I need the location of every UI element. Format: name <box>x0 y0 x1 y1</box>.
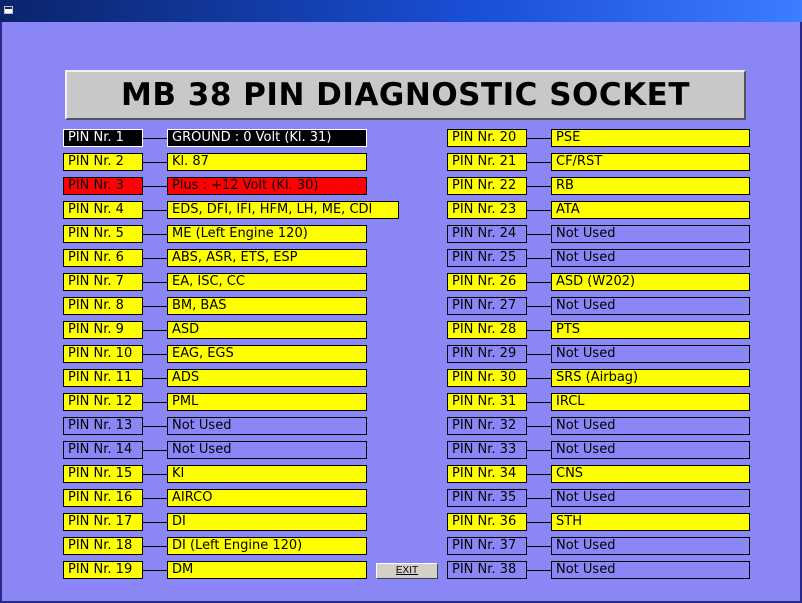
pin-description: RB <box>551 177 750 195</box>
pin-description: Not Used <box>551 297 750 315</box>
pin-description: STH <box>551 513 750 531</box>
pin-connector-line <box>527 282 551 283</box>
pin-label: PIN Nr. 29 <box>447 345 527 363</box>
pin-label: PIN Nr. 9 <box>63 321 143 339</box>
pin-description: CNS <box>551 465 750 483</box>
pin-description: Not Used <box>551 537 750 555</box>
pin-connector-line <box>143 258 167 259</box>
pin-connector-line <box>143 234 167 235</box>
pin-connector-line <box>143 570 167 571</box>
pin-label: PIN Nr. 34 <box>447 465 527 483</box>
pin-label: PIN Nr. 6 <box>63 249 143 267</box>
pin-label: PIN Nr. 36 <box>447 513 527 531</box>
pin-connector-line <box>527 258 551 259</box>
pin-description: DM <box>167 561 367 579</box>
pin-description: GROUND : 0 Volt (Kl. 31) <box>167 129 367 147</box>
pin-label: PIN Nr. 37 <box>447 537 527 555</box>
pin-description: Not Used <box>551 225 750 243</box>
pin-description: Not Used <box>551 249 750 267</box>
header-panel <box>65 70 746 120</box>
pin-description: Not Used <box>551 345 750 363</box>
pin-description: CF/RST <box>551 153 750 171</box>
pin-label: PIN Nr. 4 <box>63 201 143 219</box>
pin-description: Kl. 87 <box>167 153 367 171</box>
pin-description: BM, BAS <box>167 297 367 315</box>
pin-connector-line <box>527 162 551 163</box>
pin-description: ABS, ASR, ETS, ESP <box>167 249 367 267</box>
pin-description: SRS (Airbag) <box>551 369 750 387</box>
pin-description: DI (Left Engine 120) <box>167 537 367 555</box>
pin-connector-line <box>527 570 551 571</box>
pin-connector-line <box>527 426 551 427</box>
pin-label: PIN Nr. 14 <box>63 441 143 459</box>
pin-label: PIN Nr. 16 <box>63 489 143 507</box>
pin-connector-line <box>527 474 551 475</box>
pin-description: Plus : +12 Volt (Kl. 30) <box>167 177 367 195</box>
pin-connector-line <box>143 138 167 139</box>
pin-connector-line <box>143 522 167 523</box>
pin-connector-line <box>527 234 551 235</box>
pin-label: PIN Nr. 8 <box>63 297 143 315</box>
pin-description: Not Used <box>551 417 750 435</box>
pin-label: PIN Nr. 20 <box>447 129 527 147</box>
pin-connector-line <box>143 498 167 499</box>
pin-label: PIN Nr. 12 <box>63 393 143 411</box>
pin-label: PIN Nr. 27 <box>447 297 527 315</box>
pin-connector-line <box>143 546 167 547</box>
window-icon[interactable] <box>4 6 13 14</box>
pin-label: PIN Nr. 30 <box>447 369 527 387</box>
pin-label: PIN Nr. 11 <box>63 369 143 387</box>
pin-connector-line <box>527 138 551 139</box>
pin-connector-line <box>143 378 167 379</box>
pin-connector-line <box>527 186 551 187</box>
pin-label: PIN Nr. 19 <box>63 561 143 579</box>
pin-connector-line <box>527 450 551 451</box>
pin-connector-line <box>527 378 551 379</box>
pin-label: PIN Nr. 17 <box>63 513 143 531</box>
pin-connector-line <box>527 306 551 307</box>
pin-connector-line <box>143 426 167 427</box>
pin-connector-line <box>143 282 167 283</box>
pin-description: PTS <box>551 321 750 339</box>
pin-description: Not Used <box>551 441 750 459</box>
pin-connector-line <box>143 354 167 355</box>
pin-description: KI <box>167 465 367 483</box>
pin-connector-line <box>143 450 167 451</box>
pin-label: PIN Nr. 24 <box>447 225 527 243</box>
pin-description: IRCL <box>551 393 750 411</box>
pin-description: ME (Left Engine 120) <box>167 225 367 243</box>
pin-label: PIN Nr. 13 <box>63 417 143 435</box>
pin-connector-line <box>143 162 167 163</box>
pin-label: PIN Nr. 10 <box>63 345 143 363</box>
pin-description: ASD (W202) <box>551 273 750 291</box>
exit-button[interactable]: EXIT <box>376 563 438 579</box>
pin-connector-line <box>143 402 167 403</box>
pin-description: EDS, DFI, IFI, HFM, LH, ME, CDI <box>167 201 399 219</box>
pin-connector-line <box>143 330 167 331</box>
pin-label: PIN Nr. 21 <box>447 153 527 171</box>
pin-connector-line <box>143 474 167 475</box>
pin-description: ATA <box>551 201 750 219</box>
pin-label: PIN Nr. 2 <box>63 153 143 171</box>
pin-connector-line <box>527 210 551 211</box>
pin-connector-line <box>527 402 551 403</box>
pin-connector-line <box>527 498 551 499</box>
pin-connector-line <box>527 354 551 355</box>
pin-label: PIN Nr. 35 <box>447 489 527 507</box>
pin-description: Not Used <box>551 489 750 507</box>
pin-connector-line <box>527 330 551 331</box>
pin-description: AIRCO <box>167 489 367 507</box>
pin-connector-line <box>527 522 551 523</box>
pin-label: PIN Nr. 3 <box>63 177 143 195</box>
pin-label: PIN Nr. 5 <box>63 225 143 243</box>
pin-label: PIN Nr. 18 <box>63 537 143 555</box>
pin-label: PIN Nr. 32 <box>447 417 527 435</box>
pin-connector-line <box>143 186 167 187</box>
pin-description: PSE <box>551 129 750 147</box>
page-title: MB 38 PIN DIAGNOSTIC SOCKET <box>120 77 691 113</box>
pin-connector-line <box>143 306 167 307</box>
pin-label: PIN Nr. 23 <box>447 201 527 219</box>
pin-label: PIN Nr. 28 <box>447 321 527 339</box>
pin-label: PIN Nr. 26 <box>447 273 527 291</box>
pin-description: ADS <box>167 369 367 387</box>
pin-label: PIN Nr. 15 <box>63 465 143 483</box>
pin-label: PIN Nr. 31 <box>447 393 527 411</box>
pin-description: EA, ISC, CC <box>167 273 367 291</box>
pin-label: PIN Nr. 7 <box>63 273 143 291</box>
pin-description: EAG, EGS <box>167 345 367 363</box>
pin-connector-line <box>143 210 167 211</box>
pin-description: PML <box>167 393 367 411</box>
pin-description: Not Used <box>167 417 367 435</box>
pin-label: PIN Nr. 1 <box>63 129 143 147</box>
title-bar[interactable] <box>0 0 802 22</box>
pin-label: PIN Nr. 38 <box>447 561 527 579</box>
pin-connector-line <box>527 546 551 547</box>
pin-label: PIN Nr. 25 <box>447 249 527 267</box>
pin-label: PIN Nr. 22 <box>447 177 527 195</box>
pin-description: ASD <box>167 321 367 339</box>
pin-description: Not Used <box>167 441 367 459</box>
pin-description: DI <box>167 513 367 531</box>
pin-description: Not Used <box>551 561 750 579</box>
pin-label: PIN Nr. 33 <box>447 441 527 459</box>
